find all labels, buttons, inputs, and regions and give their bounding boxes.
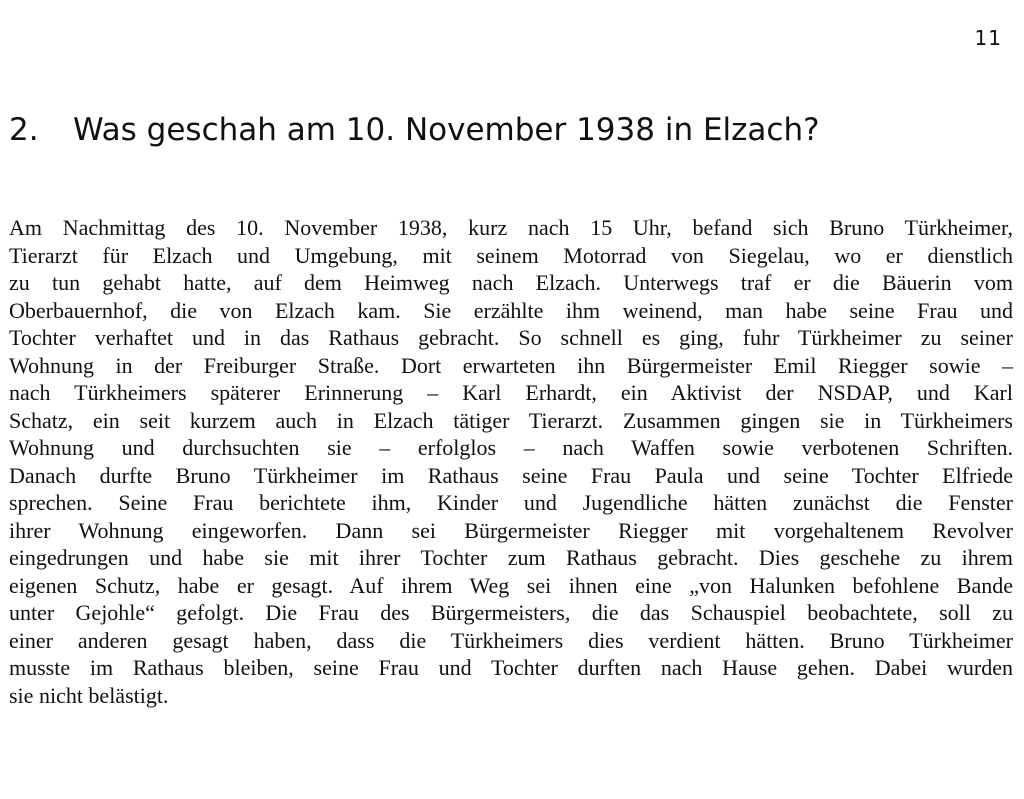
text-line: Schatz, ein seit kurzem auch in Elzach tätiger Tierarzt. Zusammen gingen sie in Türkheimers — [9, 407, 1013, 433]
text-line: Tochter verhaftet und in das Rathaus gebracht. So schnell es ging, fuhr Türkheimer zu seiner — [9, 325, 1013, 350]
text-line: nach Türkheimers späterer Erinnerung – Karl Erhardt, ein Aktivist der NSDAP, und Karl — [9, 380, 1013, 405]
text-line: sie nicht belästigt. — [9, 682, 169, 708]
body-paragraph — [9, 214, 1013, 709]
text-line: einer anderen gesagt haben, dass die Türkheimers dies verdient hätten. Bruno Türkheimer — [9, 627, 1013, 653]
text-line: Danach durfte Bruno Türkheimer im Rathaus seine Frau Paula und seine Tochter Elfriede — [9, 462, 1013, 488]
text-line: musste im Rathaus bleiben, seine Frau und Tochter durften nach Hause gehen. Dabei wurden — [9, 655, 1013, 680]
section-title: Was geschah am 10. November 1938 in Elzach? — [73, 112, 820, 148]
text-line: ihrer Wohnung eingeworfen. Dann sei Bürgermeister Riegger mit vorgehaltenem Revolver — [9, 517, 1013, 543]
section-heading — [9, 110, 820, 150]
text-line: sprechen. Seine Frau berichtete ihm, Kinder und Jugendliche hätten zunächst die Fenster — [9, 490, 1013, 515]
text-line: Wohnung und durchsuchten sie – erfolglos – nach Waffen sowie verbotenen Schriften. — [9, 435, 1013, 460]
text-line: zu tun gehabt hatte, auf dem Heimweg nach Elzach. Unterwegs traf er die Bäuerin vom — [9, 270, 1013, 295]
text-line: Am Nachmittag des 10. November 1938, kurz nach 15 Uhr, befand sich Bruno Türkheimer, — [9, 215, 1013, 240]
text-line: eigenen Schutz, habe er gesagt. Auf ihrem Weg sei ihnen eine „von Halunken befohlene Bande — [9, 572, 1013, 598]
text-line: Wohnung in der Freiburger Straße. Dort erwarteten ihn Bürgermeister Emil Riegger sowie – — [9, 352, 1013, 378]
text-line: Oberbauernhof, die von Elzach kam. Sie erzählte ihm weinend, man habe seine Frau und — [9, 297, 1013, 323]
section-number: 2. — [9, 112, 39, 148]
text-line: eingedrungen und habe sie mit ihrer Tochter zum Rathaus gebracht. Dies geschehe zu ihrem — [9, 545, 1013, 570]
text-line: Tierarzt für Elzach und Umgebung, mit seinem Motorrad von Siegelau, wo er dienstlich — [9, 242, 1013, 268]
text-line: unter Gejohle“ gefolgt. Die Frau des Bürgermeisters, die das Schauspiel beobachtete, soll zu — [9, 600, 1013, 625]
page-number: 11 — [974, 26, 1002, 50]
